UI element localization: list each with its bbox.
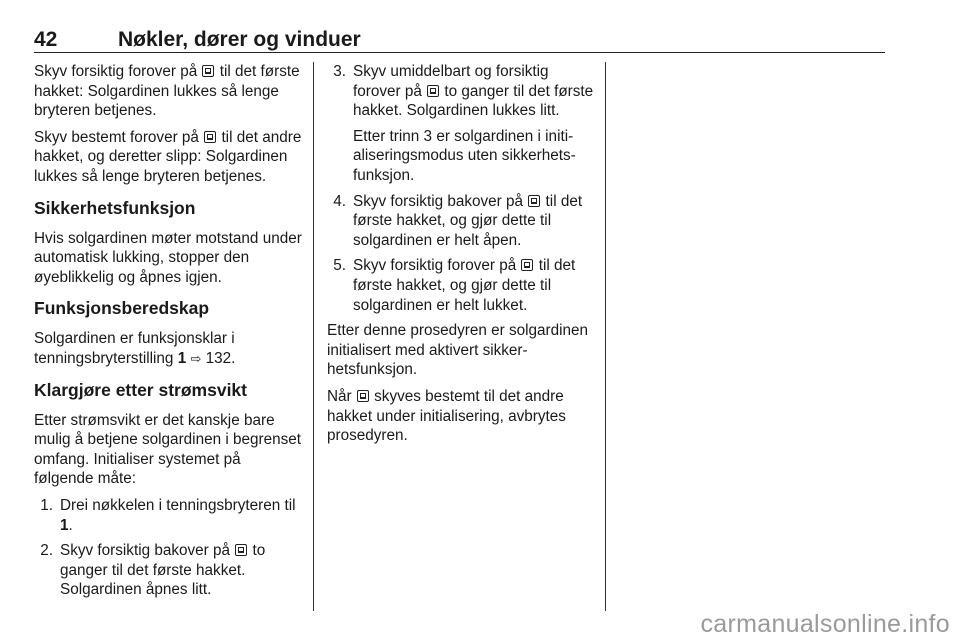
text: til det første hakket, og gjør dette til solgardinen er helt åpen. bbox=[353, 192, 583, 249]
text: Solgardinen er funksjonsklar i tenningsbryterstilling bbox=[34, 330, 235, 367]
list-number: 2. bbox=[40, 542, 53, 560]
list-item bbox=[327, 192, 595, 251]
list-number: 1. bbox=[40, 496, 53, 514]
text: to ganger til det første hakket. Solgardinen åpnes litt. bbox=[60, 542, 266, 599]
chapter-title: Nøkler, dører og vinduer bbox=[118, 28, 361, 51]
text: Skyv umiddelbart og forsiktig forover på bbox=[353, 63, 549, 100]
text: Når bbox=[327, 387, 352, 405]
section-heading-power-failure: Klargjøre etter strømsvikt bbox=[34, 379, 247, 400]
text: Drei nøkkelen i tenningsbryteren til bbox=[60, 496, 296, 514]
list-item bbox=[34, 496, 302, 535]
text: til det første hakket, og gjør dette til solgardinen er helt lukket. bbox=[353, 257, 576, 314]
text: to ganger til det første hakket. Solgardinen lukkes litt. bbox=[353, 82, 594, 120]
sunshade-switch-icon bbox=[427, 85, 439, 97]
text: skyves bestemt til det andre hakket under initialisering, avbrytes prosedyren. bbox=[327, 387, 566, 445]
text: Skyv forsiktig forover på bbox=[353, 257, 517, 275]
paragraph: Etter denne prosedyren er solgardinen initialisert med aktivert sikkerhetsfunksjon. bbox=[327, 322, 589, 379]
text: til det andre hakket, og deretter slipp: Solgardinen lukkes så lenge bryteren betjenes. bbox=[34, 128, 302, 185]
text: Skyv forsiktig bakover på bbox=[353, 192, 524, 210]
text: Skyv forsiktig bakover på bbox=[60, 542, 231, 560]
paragraph bbox=[34, 128, 302, 187]
left-column bbox=[34, 62, 302, 606]
watermark: carmanualsonline.info bbox=[700, 610, 950, 638]
section-heading-safety: Sikkerhetsfunksjon bbox=[34, 197, 196, 218]
list-item bbox=[327, 62, 595, 121]
list-item bbox=[327, 256, 595, 315]
sunshade-switch-icon bbox=[202, 65, 214, 77]
text: . bbox=[68, 516, 73, 534]
section-heading-readiness: Funksjonsberedskap bbox=[34, 298, 210, 319]
text: Skyv bestemt forover på bbox=[34, 128, 199, 146]
paragraph: Etter strømsvikt er det kanskje bare mulig å betjene solgardinen i begrenset omfang. Initialiser systemet på følgende måte: bbox=[34, 411, 302, 488]
list-item bbox=[34, 541, 302, 600]
paragraph bbox=[34, 62, 302, 121]
column-divider bbox=[605, 62, 606, 611]
sunshade-switch-icon bbox=[357, 390, 369, 402]
sunshade-switch-icon bbox=[235, 544, 247, 556]
list-number: 3. bbox=[333, 63, 346, 80]
sunshade-switch-icon bbox=[528, 195, 540, 207]
page-reference: 132. bbox=[205, 349, 236, 367]
list-number: 4. bbox=[333, 192, 346, 210]
column-divider bbox=[313, 62, 314, 611]
paragraph bbox=[327, 387, 595, 446]
page-number: 42 bbox=[34, 28, 58, 51]
page-header bbox=[34, 28, 885, 53]
ignition-position: 1 bbox=[177, 349, 187, 367]
text: til det første hakket: Solgardinen lukkes så lenge bryteren betjenes. bbox=[34, 63, 300, 120]
sunshade-switch-icon bbox=[521, 259, 533, 271]
list-number: 5. bbox=[333, 257, 346, 275]
paragraph: Hvis solgardinen møter motstand under automatisk lukking, stopper den øyeblikkelig og åpnes igjen. bbox=[34, 229, 302, 286]
middle-column bbox=[327, 62, 595, 453]
paragraph bbox=[34, 329, 302, 368]
sunshade-switch-icon bbox=[204, 131, 216, 143]
text: Skyv forsiktig forover på bbox=[34, 63, 198, 80]
reference-arrow-icon: ⇨ bbox=[190, 350, 202, 366]
step-note: Etter trinn 3 er solgardinen i initialiseringsmodus uten sikkerhetsfunksjon. bbox=[353, 127, 576, 184]
ignition-position: 1 bbox=[60, 516, 69, 534]
